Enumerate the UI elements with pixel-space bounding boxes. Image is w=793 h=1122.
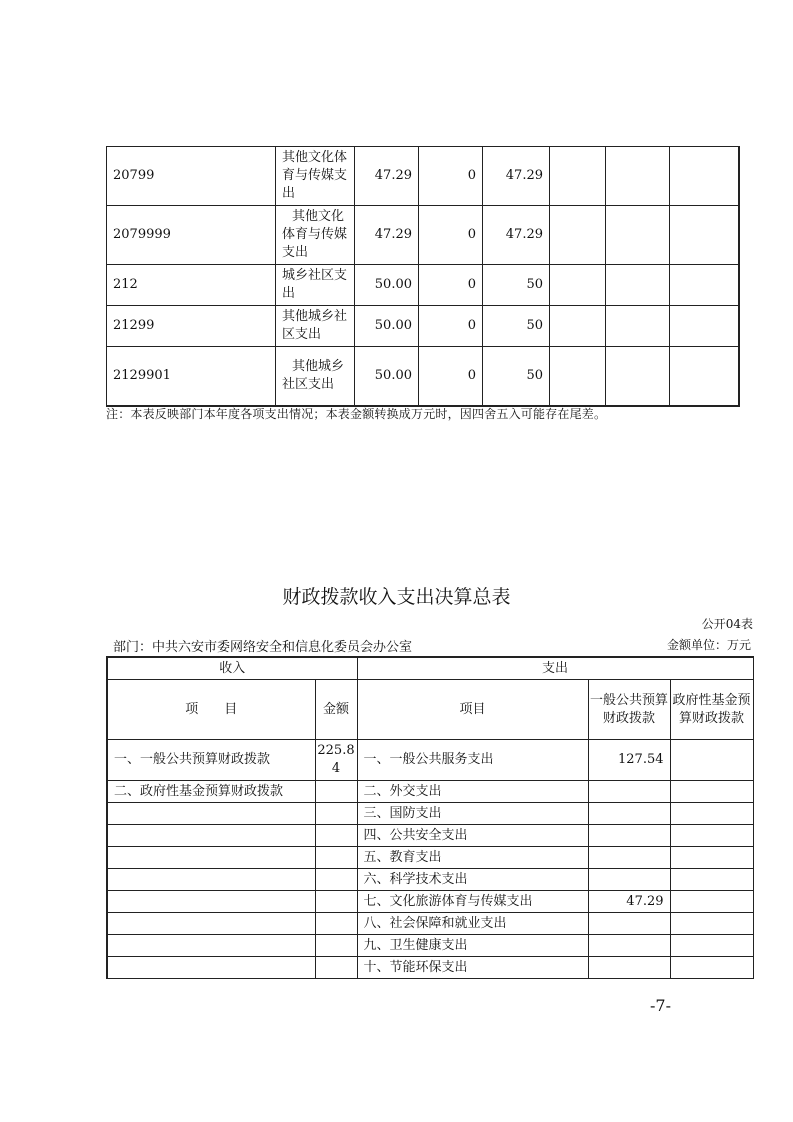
income-item-cell (107, 869, 315, 891)
income-amount-cell (315, 825, 357, 847)
empty-cell (606, 147, 670, 206)
table-row (107, 206, 739, 265)
expense-item-cell: 十、节能环保支出 (357, 957, 588, 979)
general-value-cell (588, 957, 670, 979)
general-value-cell (588, 803, 670, 825)
name-cell: 其他城乡社区支出 (276, 347, 355, 407)
name-cell: 其他城乡社区支出 (276, 306, 355, 347)
expense-item-cell: 四、公共安全支出 (357, 825, 588, 847)
code-cell: 2079999 (107, 206, 276, 265)
table-row (107, 869, 753, 891)
fund-value-cell (670, 825, 753, 847)
income-amount-cell (315, 869, 357, 891)
expense-item-cell: 七、文化旅游体育与传媒支出 (357, 891, 588, 913)
value-cell: 50 (483, 265, 550, 306)
empty-cell (606, 265, 670, 306)
empty-cell (670, 147, 739, 206)
form-number: 公开04表 (701, 617, 753, 631)
income-amount-cell (315, 935, 357, 957)
value-cell: 0 (419, 265, 483, 306)
empty-cell (670, 347, 739, 407)
header-row (107, 657, 753, 680)
fund-value-cell (670, 803, 753, 825)
expense-item-cell: 五、教育支出 (357, 847, 588, 869)
income-amount-cell (315, 803, 357, 825)
table-row (107, 935, 753, 957)
income-amount-cell (315, 957, 357, 979)
income-item-cell: 二、政府性基金预算财政拨款 (107, 781, 315, 803)
code-cell: 21299 (107, 306, 276, 347)
empty-cell (670, 265, 739, 306)
table-row (107, 825, 753, 847)
table-row (107, 740, 753, 781)
income-item-cell (107, 891, 315, 913)
fund-value-cell (670, 740, 753, 781)
empty-cell (670, 206, 739, 265)
table-row (107, 781, 753, 803)
income-item-cell (107, 913, 315, 935)
fund-value-cell (670, 891, 753, 913)
income-amount-cell (315, 891, 357, 913)
income-amount-cell (315, 847, 357, 869)
page-number: -7- (650, 996, 671, 1015)
expense-header: 支出 (357, 657, 753, 680)
empty-cell (606, 347, 670, 407)
name-cell: 其他文化体育与传媒支出 (276, 147, 355, 206)
department-label: 部门：中共六安市委网络安全和信息化委员会办公室 (113, 640, 413, 655)
total-cell: 47.29 (355, 206, 419, 265)
general-value-cell (588, 847, 670, 869)
summary-table (106, 656, 754, 979)
total-cell: 50.00 (355, 306, 419, 347)
table-row (107, 306, 739, 347)
general-value-cell: 47.29 (588, 891, 670, 913)
code-cell: 212 (107, 265, 276, 306)
empty-cell (550, 265, 606, 306)
table-row (107, 847, 753, 869)
code-cell: 2129901 (107, 347, 276, 407)
table-row (107, 803, 753, 825)
income-item-cell (107, 825, 315, 847)
fund-value-cell (670, 869, 753, 891)
income-item-header: 项 目 (107, 680, 315, 740)
value-cell: 0 (419, 147, 483, 206)
fund-value-cell (670, 935, 753, 957)
general-value-cell (588, 825, 670, 847)
general-budget-header: 一般公共预算财政拨款 (588, 680, 670, 740)
expense-item-cell: 九、卫生健康支出 (357, 935, 588, 957)
empty-cell (670, 306, 739, 347)
table-row (107, 147, 739, 206)
income-header: 收入 (107, 657, 357, 680)
value-cell: 0 (419, 206, 483, 265)
general-value-cell (588, 913, 670, 935)
header-row (107, 680, 753, 740)
fund-value-cell (670, 781, 753, 803)
table-note: 注：本表反映部门本年度各项支出情况；本表金额转换成万元时，因四舍五入可能存在尾差。 (106, 407, 607, 421)
income-item-cell (107, 803, 315, 825)
income-item-cell (107, 935, 315, 957)
table-row (107, 265, 739, 306)
income-item-cell: 一、一般公共预算财政拨款 (107, 740, 315, 781)
general-value-cell (588, 781, 670, 803)
value-cell: 0 (419, 306, 483, 347)
empty-cell (550, 206, 606, 265)
income-item-cell (107, 847, 315, 869)
empty-cell (550, 306, 606, 347)
total-cell: 50.00 (355, 347, 419, 407)
table-row (107, 891, 753, 913)
expense-item-header: 项目 (357, 680, 588, 740)
expense-item-cell: 三、国防支出 (357, 803, 588, 825)
code-cell: 20799 (107, 147, 276, 206)
empty-cell (550, 347, 606, 407)
expenditure-table (106, 146, 740, 407)
value-cell: 50 (483, 306, 550, 347)
value-cell: 0 (419, 347, 483, 407)
table-row (107, 913, 753, 935)
amount-header: 金额 (315, 680, 357, 740)
name-cell: 其他文化体育与传媒支出 (276, 206, 355, 265)
income-item-cell (107, 957, 315, 979)
empty-cell (606, 306, 670, 347)
fund-value-cell (670, 913, 753, 935)
income-amount-cell (315, 781, 357, 803)
general-value-cell: 127.54 (588, 740, 670, 781)
expense-item-cell: 六、科学技术支出 (357, 869, 588, 891)
total-cell: 50.00 (355, 265, 419, 306)
expense-item-cell: 二、外交支出 (357, 781, 588, 803)
income-amount-cell: 225.84 (315, 740, 357, 781)
unit-label: 金额单位：万元 (666, 638, 751, 652)
general-value-cell (588, 869, 670, 891)
fund-value-cell (670, 847, 753, 869)
value-cell: 47.29 (483, 206, 550, 265)
total-cell: 47.29 (355, 147, 419, 206)
value-cell: 47.29 (483, 147, 550, 206)
expense-item-cell: 八、社会保障和就业支出 (357, 913, 588, 935)
table-row (107, 957, 753, 979)
expense-item-cell: 一、一般公共服务支出 (357, 740, 588, 781)
table-row (107, 347, 739, 407)
general-value-cell (588, 935, 670, 957)
fund-value-cell (670, 957, 753, 979)
empty-cell (550, 147, 606, 206)
income-amount-cell (315, 913, 357, 935)
page-title: 财政拨款收入支出决算总表 (282, 586, 511, 608)
value-cell: 50 (483, 347, 550, 407)
empty-cell (606, 206, 670, 265)
fund-budget-header: 政府性基金预算财政拨款 (670, 680, 753, 740)
name-cell: 城乡社区支出 (276, 265, 355, 306)
